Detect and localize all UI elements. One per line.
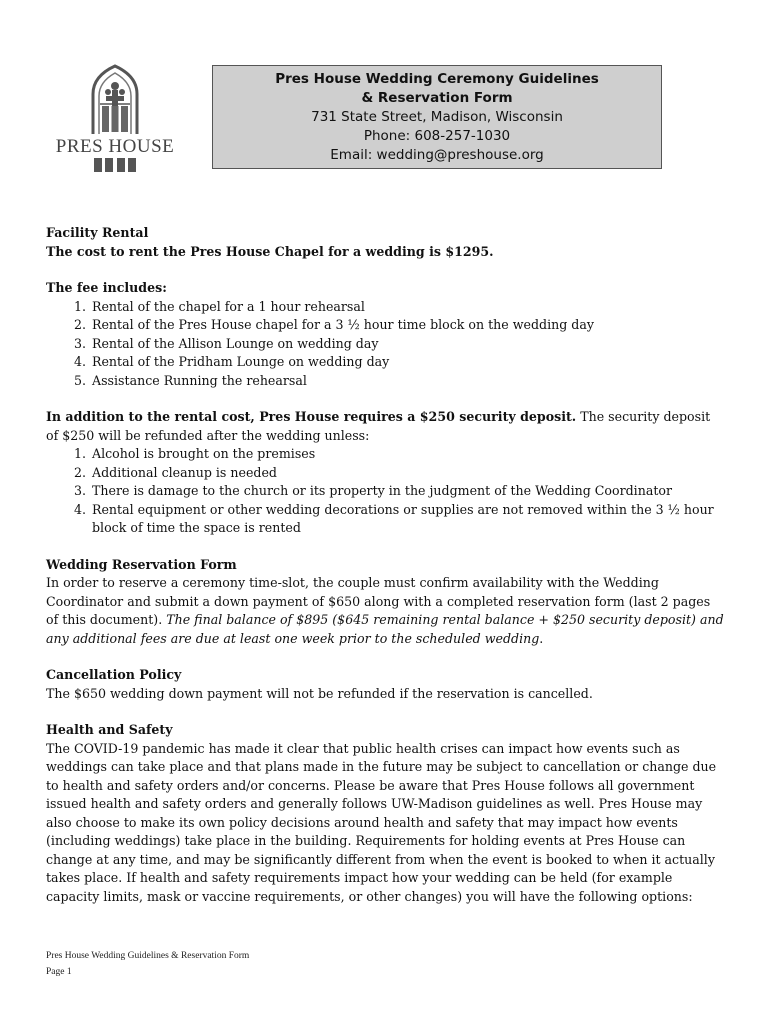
header-phone: Phone: 608-257-1030: [363, 128, 511, 144]
fee-heading: The fee includes:: [46, 280, 167, 295]
reservation-italic: The final balance of $895 ($645 remaining rental balance + $250 security deposit) and any additional fees are due at least one week prior to the scheduled wedding: [46, 612, 724, 646]
header-title-line2: & Reservation Form: [361, 90, 513, 106]
deposit-bold: In addition to the rental cost, Pres House requires a $250 security deposit.: [46, 409, 577, 424]
facility-heading: Facility Rental: [46, 225, 149, 240]
cancellation-text: The $650 wedding down payment will not be refunded if the reservation is cancelled.: [46, 685, 593, 701]
list-item: 3. Rental of the Allison Lounge on wedding day: [90, 335, 726, 354]
reservation-heading: Wedding Reservation Form: [46, 556, 237, 572]
health-heading: Health and Safety: [46, 722, 173, 737]
list-item: 5. Assistance Running the rehearsal: [90, 372, 726, 391]
fee-list: [46, 298, 726, 391]
footer-title: Pres House Wedding Guidelines & Reservation Form: [46, 951, 250, 961]
reservation-text: In order to reserve a ceremony time-slot, the couple must confirm availability with the Wedding Coordinator and submit a down payment of $650 along with a completed reservation form (last 2 pages of this document).: [46, 575, 711, 627]
deposit-paragraph: [46, 408, 726, 445]
list-item: 3. There is damage to the church or its property in the judgment of the Wedding Coordinator: [90, 482, 726, 501]
deposit-text: The security deposit of $250 will be refunded after the wedding unless:: [46, 409, 711, 443]
header-email: Email: wedding@preshouse.org: [330, 147, 544, 163]
logo-text: PRES HOUSE: [55, 136, 175, 157]
header-address: 731 State Street, Madison, Wisconsin: [311, 109, 563, 125]
header-title-line1: Pres House Wedding Ceremony Guidelines: [275, 71, 599, 87]
list-item: 1. Alcohol is brought on the premises: [90, 445, 726, 464]
list-item: 2. Rental of the Pres House chapel for a 3 ½ hour time block on the wedding day: [90, 316, 726, 335]
facility-cost: The cost to rent the Pres House Chapel for a wedding is $1295.: [46, 243, 494, 259]
reservation-paragraph: [46, 574, 726, 648]
pres-house-logo: [50, 62, 180, 174]
page-number: Page 1: [46, 967, 72, 977]
health-text: The COVID-19 pandemic has made it clear that public health crises can impact how events such as weddings can take place and that plans made in the future may be subject to cancellation or change due to health and safety orders and/or concerns. Please be aware that Pres House follows all government issued health and safety orders and generally follows UW-Madison guidelines as well. Pres House may also choose to make its own policy decisions around health and safety that may impact how events (including weddings) take place in the building. Requirements for holding events at Pres House can change at any time, and may be significantly different from when the event is booked to when it actually takes place. If health and safety requirements impact how your wedding can be held (for example capacity limits, mask or vaccine requirements, or other changes) you will have the following options:: [46, 740, 717, 904]
cancellation-heading: Cancellation Policy: [46, 667, 182, 682]
header-box: [212, 65, 662, 169]
page-footer: [46, 948, 249, 980]
deposit-list: [46, 445, 726, 538]
list-item: 2. Additional cleanup is needed: [90, 464, 726, 483]
list-item: 4. Rental of the Pridham Lounge on wedding day: [90, 353, 726, 372]
document-body: [46, 224, 726, 906]
list-item: 1. Rental of the chapel for a 1 hour rehearsal: [90, 298, 726, 317]
list-item: 4. Rental equipment or other wedding decorations or supplies are not removed within the 3 ½ hour block of time the space is rented: [90, 501, 726, 538]
reservation-end: .: [539, 630, 544, 646]
